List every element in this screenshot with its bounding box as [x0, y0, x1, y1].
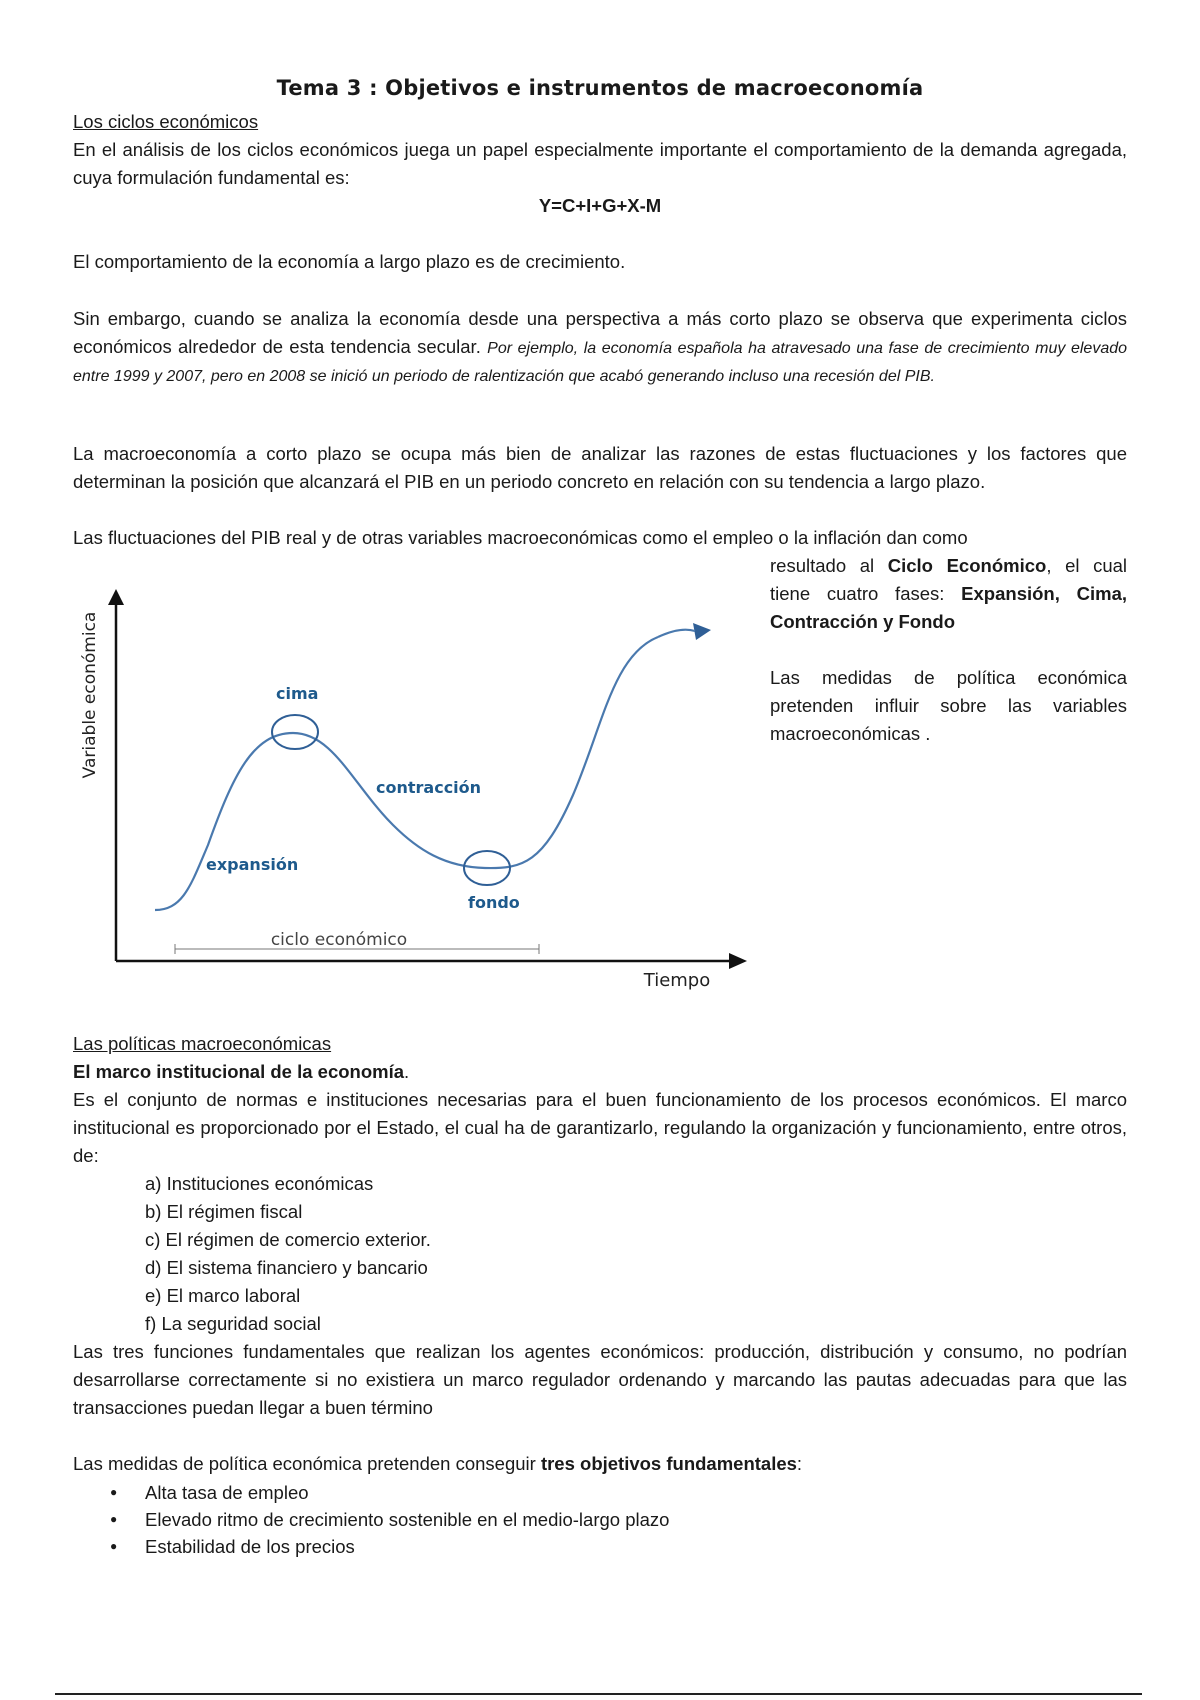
list-item: ● Estabilidad de los precios [73, 1533, 1127, 1560]
label-expansion: expansión [206, 855, 299, 874]
list-item: c) El régimen de comercio exterior. [145, 1229, 431, 1250]
section-heading-ciclos: Los ciclos económicos [73, 111, 259, 132]
footer-divider [55, 1693, 1142, 1695]
paragraph-ciclos-text: Sin embargo, cuando se analiza la economía desde una perspectiva a más corto plazo se observa que experimenta ciclos económicos alrededor de esta tendencia secular. [73, 308, 1127, 357]
curve-arrowhead [693, 623, 711, 640]
x-axis-arrow [729, 953, 747, 969]
section-heading-politicas: Las políticas macroeconómicas [73, 1033, 332, 1054]
side-text-ciclo [770, 552, 1127, 636]
list-item: a) Instituciones económicas [145, 1173, 374, 1194]
y-axis-arrow [108, 589, 124, 605]
subheading-marco-text: El marco institucional de la economía [73, 1061, 405, 1082]
subheading-marco [73, 1058, 1127, 1086]
side-bold-fases: Expansión, Cima, Contracción y Fondo [770, 583, 1127, 632]
subheading-marco-end: . [404, 1061, 410, 1082]
list-item: ● Alta tasa de empleo [73, 1479, 1127, 1506]
institutions-list [73, 1170, 1127, 1338]
label-fondo: fondo [468, 893, 520, 912]
list-item: e) El marco laboral [145, 1285, 301, 1306]
list-item: ● Elevado ritmo de crecimiento sostenible en el medio-largo plazo [73, 1506, 1127, 1533]
y-axis-label: Variable económica [80, 611, 100, 779]
paragraph-objetivos [73, 1450, 1127, 1478]
paragraph-corto-plazo: La macroeconomía a corto plazo se ocupa más bien de analizar las razones de estas fluctuaciones y los factores que determinan la posición que alcanzará el PIB en un periodo concreto en relación con su tendencia a largo plazo. [73, 443, 1127, 492]
paragraph-funciones: Las tres funciones fundamentales que realizan los agentes económicos: producción, distribución y consumo, no podrían desarrollarse correctamente si no existiera un marco regulador ordenando y marcando las pautas adecuadas para que las transacciones puedan llegar a buen término [73, 1341, 1127, 1418]
side-text-medidas: Las medidas de política económica pretenden influir sobre las variables macroeconómicas . [770, 667, 1127, 744]
page-title: Tema 3 : Objetivos e instrumentos de macroeconomía [276, 76, 924, 100]
paragraph-ciclos-example: Por ejemplo, la economía española ha atravesado una fase de crecimiento muy elevado entre 1999 y 2007, pero en 2008 se inició un periodo de ralentización que acabó generando incluso una recesión del PIB. [73, 340, 1128, 385]
list-item: b) El régimen fiscal [145, 1201, 303, 1222]
paragraph-fluctuaciones: Las fluctuaciones del PIB real y de otras variables macroeconómicas como el empleo o la inflación dan como [73, 527, 968, 548]
label-contraccion: contracción [376, 778, 482, 797]
side-bold-ciclo: Ciclo Económico [887, 555, 1047, 576]
formula: Y=C+I+G+X-M [538, 195, 662, 216]
label-ciclo: ciclo económico [270, 930, 408, 950]
objetivos-end: : [796, 1453, 803, 1474]
paragraph-demanda: En el análisis de los ciclos económicos juega un papel especialmente importante el comportamiento de la demanda agregada, cuya formulación fundamental es: [73, 139, 1127, 188]
objectives-list [73, 1479, 1127, 1560]
paragraph-largo-plazo: El comportamiento de la economía a largo plazo es de crecimiento. [73, 251, 626, 272]
label-cima: cima [276, 684, 319, 703]
objetivos-bold: tres objetivos fundamentales [540, 1453, 797, 1474]
list-item: f) La seguridad social [145, 1313, 321, 1334]
paragraph-ciclos [73, 305, 1127, 389]
x-axis-label: Tiempo [643, 970, 711, 991]
curve-tail [658, 630, 695, 637]
side-text-a: resultado al [770, 555, 875, 576]
objetivos-text-start: Las medidas de política económica pretenden conseguir [73, 1453, 536, 1474]
side-text-b: , el cual tiene cuatro fases: [770, 555, 1128, 604]
paragraph-marco: Es el conjunto de normas e instituciones necesarias para el buen funcionamiento de los procesos económicos. El marco institucional es proporcionado por el Estado, el cual ha de garantizarlo, regulando la organización y funcionamiento, entre otros, de: [73, 1089, 1127, 1166]
business-cycle-diagram [73, 585, 753, 995]
list-item: d) El sistema financiero y bancario [145, 1257, 428, 1278]
